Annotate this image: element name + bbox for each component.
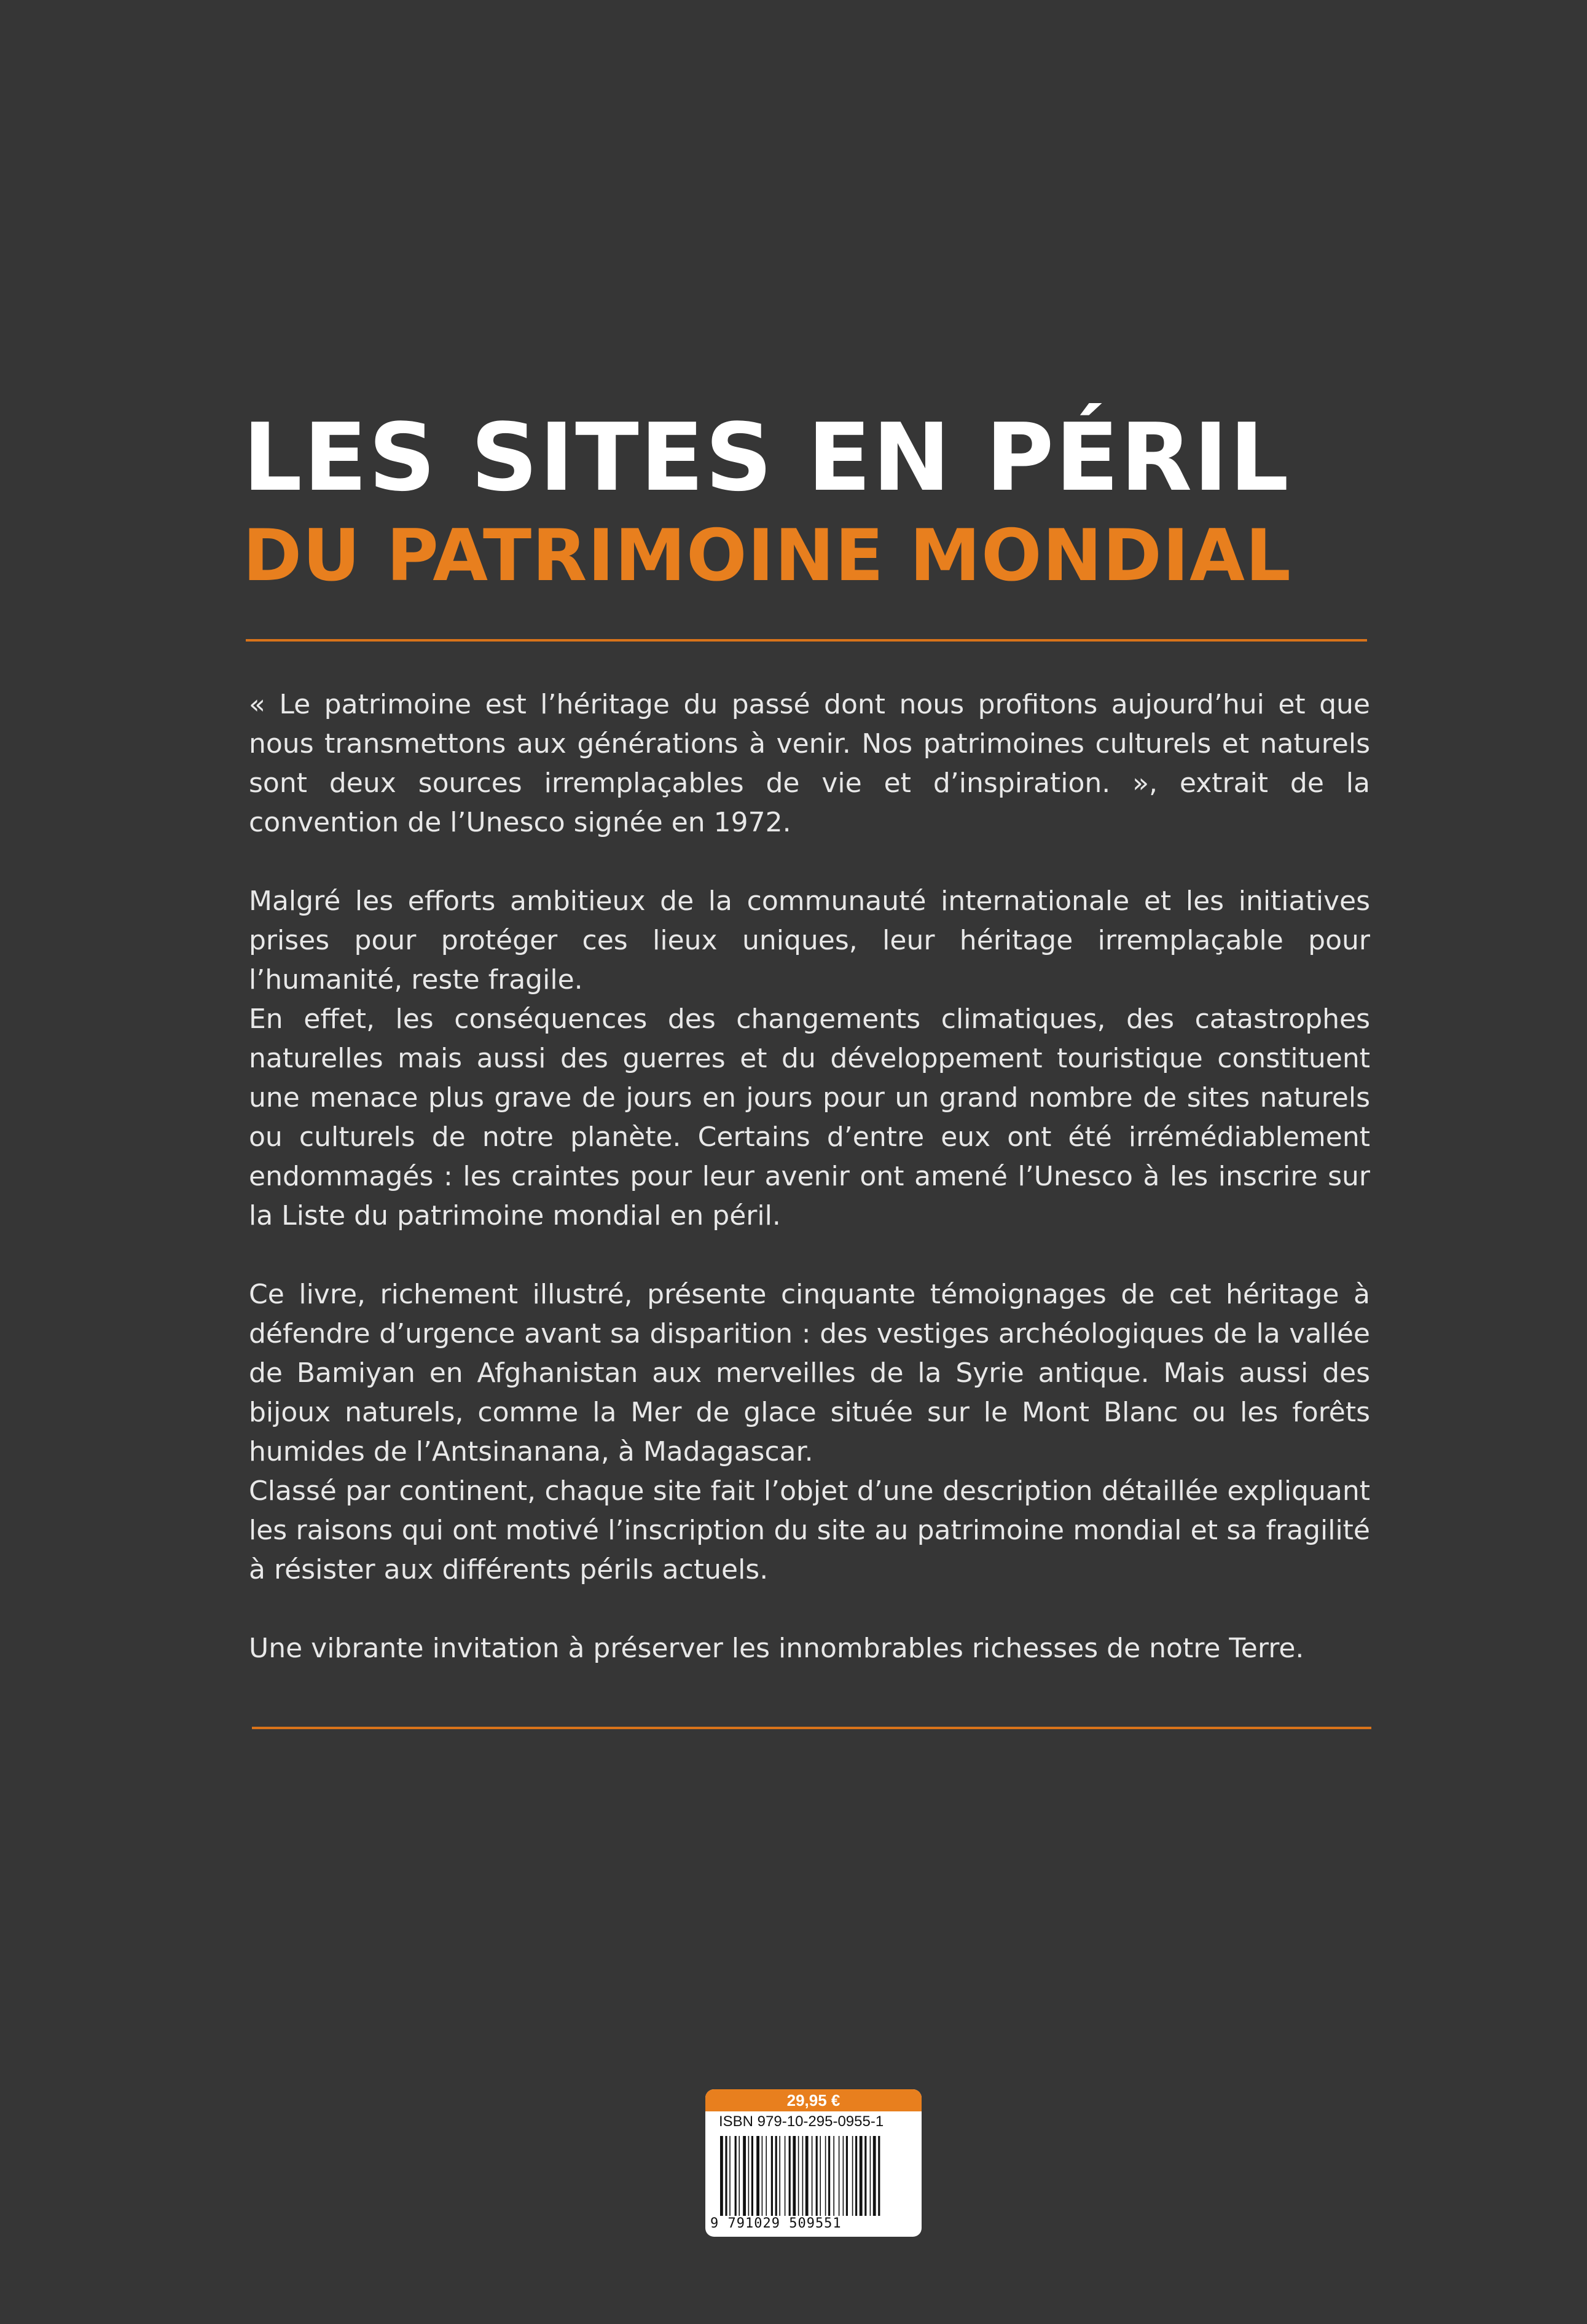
price-label: 29,95 € [705,2089,922,2111]
divider-bottom [252,1727,1371,1729]
paragraph-continent: Classé par continent, chaque site fait l’objet d’une description détaillée expliquant les raisons qui ont motivé l’inscription du site au patrimoine mondial et sa fragilité à résister aux différents périls actuels. [249,1475,1370,1585]
paragraph-invitation: Une vibrante invitation à préserver les innombrables richesses de notre Terre. [249,1633,1304,1664]
barcode-digits: 9 791029 509551 [710,2216,842,2231]
paragraph-threats: En effet, les conséquences des changements climatiques, des catastrophes naturelles mais aussi des guerres et du développement touristique constituent une menace plus grave de jours en jours pour un grand nombre de sites naturels ou culturels de notre planète. Certains d’entre eux ont été irrémédiablement endommagés : les craintes pour leur avenir ont amené l’Unesco à les inscrire sur la Liste du patrimoine mondial en péril. [249,1003,1370,1231]
isbn-label: ISBN 979-10-295-0955-1 [719,2113,884,2130]
divider-top [246,639,1367,642]
cover-title [243,402,1373,599]
paragraph-quote: « Le patrimoine est l’héritage du passé dont nous profitons aujourd’hui et que nous transmettons aux générations à venir. Nos patrimoines culturels et naturels sont deux sources irremplaçables de vie et d’inspiration. », extrait de la convention de l’Unesco signée en 1972. [249,689,1370,838]
barcode-icon [719,2136,909,2216]
paragraph-efforts: Malgré les efforts ambitieux de la communauté internationale et les initiatives prises pour protéger ces lieux uniques, leur héritage irremplaçable pour l’humanité, reste fragile. [249,885,1370,995]
price-isbn-sticker [705,2089,922,2237]
blurb-text [249,685,1370,1708]
title-subtitle: DU PATRIMOINE MONDIAL [243,514,1291,597]
title-main: LES SITES EN PÉRIL [243,403,1290,512]
paragraph-book: Ce livre, richement illustré, présente cinquante témoignages de cet héritage à défendre d’urgence avant sa disparition : des vestiges archéologiques de la vallée de Bamiyan en Afghanistan aux merveilles de la Syrie antique. Mais aussi des bijoux naturels, comme la Mer de glace située sur le Mont Blanc ou les forêts humides de l’Antsinanana, à Madagascar. [249,1279,1370,1467]
